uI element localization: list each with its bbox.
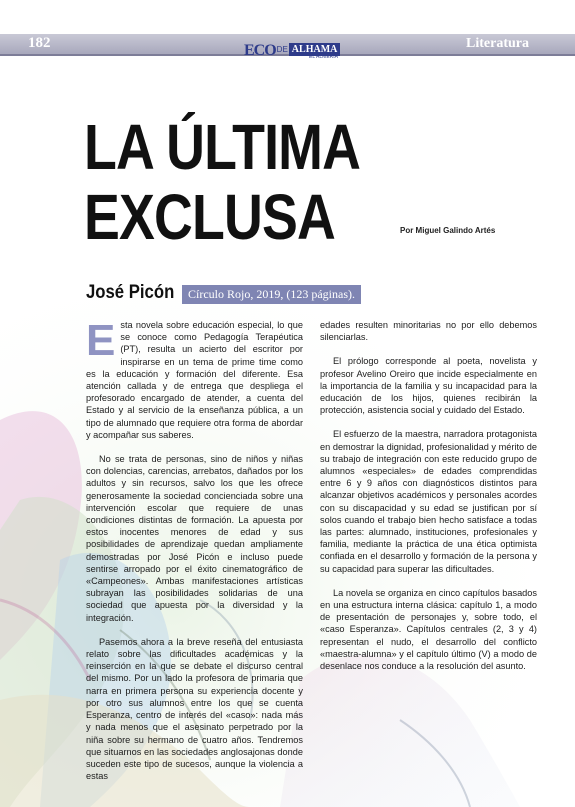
book-author: José Picón	[86, 282, 175, 303]
paragraph-text: sta novela sobre educación especial, lo que se conoce como Pedagogía Terapéutica (PT), resulta un acierto del escritor por inspirarse en un tema de prime time como es la educación y formación del diferente. Esa atención callada y de entrega que despliega el profesorado encargado de atender, a cuenta del Estado y al servicio de la enseñanza pública, a un tipo de alumnado que requiere otra forma de abordar y acompañar sus saberes.	[86, 320, 303, 440]
title-line-1: LA ÚLTIMA	[84, 111, 361, 183]
paragraph	[86, 316, 303, 441]
logo-subtitle: EL ALMERÍA	[309, 54, 338, 60]
book-publication-info: Círculo Rojo, 2019, (123 páginas).	[182, 285, 361, 304]
paragraph: Pasemos ahora a la breve reseña del entusiasta relato sobre las dificultades académicas y la reinserción en la que se debate el discurso central del mismo. Por un lado la profesora de primaria que narra en primera persona su experiencia docente y por otro sus alumnos entre los que se cuenta Esperanza, centro de interés del «caso»: nada más y nada menos que el asesinato perpetrado por la niña sobre su hermano de cuatro años. Tendremos que situarnos en las sociedades anglosajonas donde suceden este tipo de sucesos, aunque la violencia a estas	[86, 636, 303, 782]
paragraph: El esfuerzo de la maestra, narradora protagonista en demostrar la dignidad, profesionalidad y mérito de su trabajo de integración con este reducido grupo de alumnos «especiales» de edades comprendidas entre 6 y 9 años con diagnósticos distintos para alcanzar objetivos académicos y personales acordes con su discapacidad y su edad se justifican por sí solos cuando el trabajo bien hecho satisface a todas las partes: alumnado, instituciones, profesionales y familia, mediante la práctica de una ética optimista confiada en el desarrollo y formación de la persona y su capacidad para superar las dificultades.	[320, 429, 537, 574]
byline: Por Miguel Galindo Artés	[400, 226, 496, 235]
magazine-logo	[244, 30, 340, 60]
title-line-2: EXCLUSA	[84, 181, 336, 253]
article-title	[84, 112, 413, 252]
logo-alhama: ALHAMA	[289, 43, 341, 56]
paragraph: edades resulten minoritarias no por ello debemos silenciarlas.	[320, 320, 537, 343]
paragraph: No se trata de personas, sino de niños y niñas con dolencias, carencias, arrebatos, dañados por los adultos y sin recursos, salvo los que les ofrece generosamente la sociedad concienciada sobre una intervención escolar que requiere de unas condiciones distintas de formación. La apuesta por estos inocentes menores de edad y sus posibilidades de aprendizaje quedan ampliamente demostradas por José Picón e incluso puede sentirse arropado por el éxito cinematográfico de «Campeones». Ambas manifestaciones artísticas subrayan las posibilidades solidarias de una sociedad que apuesta por la diversidad y la integración.	[86, 454, 303, 623]
page-number: 182	[28, 35, 51, 51]
paragraph: El prólogo corresponde al poeta, novelista y profesor Avelino Oreiro que incide especialmente en la importancia de la familia y su incapacidad para la educación de los hijos, quienes recibirán la protección, asistencia social y cuidado del Estado.	[320, 356, 537, 416]
section-name: Literatura	[466, 36, 529, 51]
right-column	[320, 319, 537, 684]
drop-cap: E	[86, 316, 116, 365]
left-column	[86, 316, 303, 794]
paragraph: La novela se organiza en cinco capítulos basados en una estructura interna clásica: capítulo 1, a modo de presentación de personajes y, sobre todo, el «caso Esperanza». Capítulos centrales (2, 3 y 4) representan el nudo, el desarrollo del conflicto «maestra-alumna» y el capítulo último (V) a modo de desenlace nos conduce a la resolución del asunto.	[320, 587, 537, 672]
logo-de: DE	[276, 45, 288, 54]
logo-eco: ECO	[244, 42, 276, 59]
